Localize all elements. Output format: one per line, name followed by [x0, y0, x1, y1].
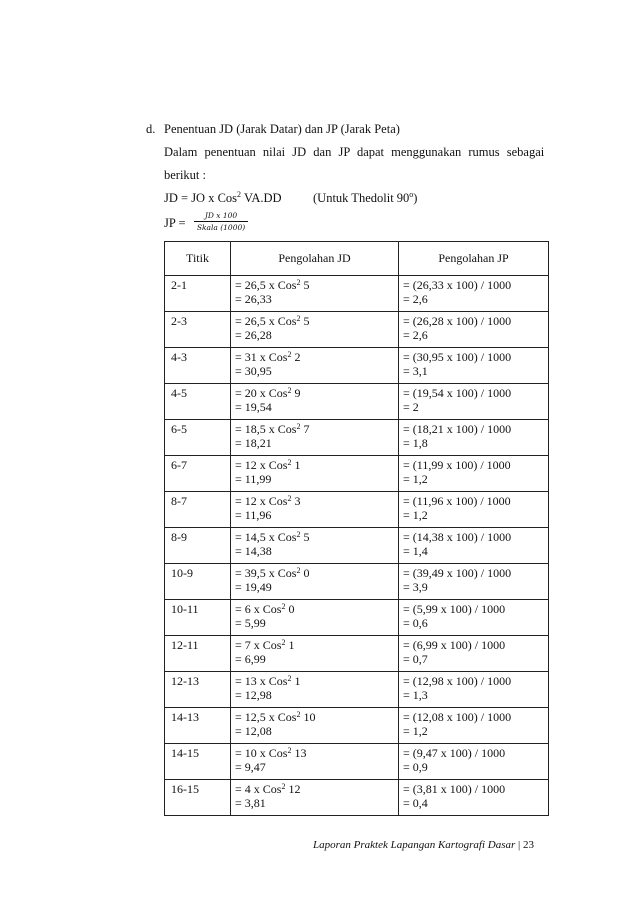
titik-value: 6-7	[171, 458, 187, 472]
jd-expression-angle: 5	[300, 314, 310, 328]
cell-pengolahan-jd	[231, 600, 399, 636]
jd-expression-angle: 0	[285, 602, 295, 616]
jp-expression: = (39,49 x 100) / 1000	[403, 566, 512, 580]
jp-result: = 0,6	[403, 616, 428, 630]
jp-expression: = (11,99 x 100) / 1000	[403, 458, 511, 472]
jd-expression-angle: 12	[285, 782, 301, 796]
jp-result: = 0,4	[403, 796, 428, 810]
jd-expression-exponent: 2	[281, 782, 286, 791]
jp-result: = 2	[403, 400, 419, 414]
cell-pengolahan-jp	[399, 420, 549, 456]
table-row	[165, 564, 549, 600]
jd-result: = 11,96	[235, 508, 272, 522]
footer-text: Laporan Praktek Lapangan Kartografi Dasar	[313, 839, 516, 851]
jd-expression-base: = 13 x Cos	[235, 674, 288, 688]
cell-pengolahan-jd	[231, 492, 399, 528]
jd-expression	[235, 458, 394, 472]
cell-pengolahan-jd	[231, 672, 399, 708]
jd-result: = 12,08	[235, 724, 272, 738]
cell-pengolahan-jd	[231, 744, 399, 780]
jp-expression: = (12,08 x 100) / 1000	[403, 710, 512, 724]
cell-pengolahan-jd	[231, 780, 399, 816]
jp-expression: = (5,99 x 100) / 1000	[403, 602, 506, 616]
formula-jp-numerator: JD x 100	[204, 211, 238, 220]
cell-pengolahan-jp	[399, 708, 549, 744]
formula-jd-note	[313, 190, 417, 206]
cell-pengolahan-jd	[231, 564, 399, 600]
jp-expression: = (3,81 x 100) / 1000	[403, 782, 506, 796]
jd-expression-exponent: 2	[287, 350, 292, 359]
titik-value: 4-3	[171, 350, 187, 364]
table-body	[165, 276, 549, 816]
titik-value: 2-1	[171, 278, 187, 292]
jp-expression: = (11,96 x 100) / 1000	[403, 494, 511, 508]
titik-value: 8-7	[171, 494, 187, 508]
jd-expression	[235, 422, 394, 436]
table-row	[165, 312, 549, 348]
table-row	[165, 636, 549, 672]
cell-pengolahan-jp	[399, 348, 549, 384]
footer-separator: |	[515, 839, 523, 851]
jp-result: = 3,9	[403, 580, 428, 594]
jd-expression-angle: 10	[300, 710, 316, 724]
jd-expression-angle: 5	[300, 278, 310, 292]
cell-titik	[165, 348, 231, 384]
table-row	[165, 780, 549, 816]
header-pengolahan-jp: Pengolahan JP	[399, 242, 549, 276]
jd-expression-exponent: 2	[287, 386, 292, 395]
jd-expression	[235, 566, 394, 580]
jd-result: = 26,33	[235, 292, 272, 306]
cell-pengolahan-jp	[399, 456, 549, 492]
jd-expression-exponent: 2	[287, 746, 292, 755]
cell-titik	[165, 600, 231, 636]
jd-expression-exponent: 2	[287, 674, 292, 683]
page-footer	[313, 839, 534, 851]
table-row	[165, 528, 549, 564]
cell-pengolahan-jp	[399, 744, 549, 780]
titik-value: 4-5	[171, 386, 187, 400]
jp-expression: = (6,99 x 100) / 1000	[403, 638, 506, 652]
jd-expression-base: = 18,5 x Cos	[235, 422, 297, 436]
cell-titik	[165, 492, 231, 528]
jd-result: = 18,21	[235, 436, 272, 450]
cell-pengolahan-jp	[399, 636, 549, 672]
jd-expression	[235, 386, 394, 400]
jd-expression-exponent: 2	[296, 278, 301, 287]
jd-expression-base: = 26,5 x Cos	[235, 314, 297, 328]
jd-expression-angle: 1	[285, 638, 295, 652]
titik-value: 10-9	[171, 566, 193, 580]
jd-result: = 14,38	[235, 544, 272, 558]
table-row	[165, 276, 549, 312]
table-row	[165, 384, 549, 420]
jd-expression-exponent: 2	[296, 314, 301, 323]
jd-expression-angle: 7	[300, 422, 310, 436]
jd-expression	[235, 710, 394, 724]
formula-jp-fraction	[192, 210, 250, 233]
jd-result: = 11,99	[235, 472, 272, 486]
table-row	[165, 708, 549, 744]
jd-expression-base: = 12 x Cos	[235, 458, 288, 472]
cell-titik	[165, 384, 231, 420]
jp-result: = 0,9	[403, 760, 428, 774]
jd-result: = 19,54	[235, 400, 272, 414]
cell-titik	[165, 420, 231, 456]
jd-expression-base: = 26,5 x Cos	[235, 278, 297, 292]
jd-expression-base: = 6 x Cos	[235, 602, 282, 616]
titik-value: 14-15	[171, 746, 199, 760]
formula-jp-denominator: Skala (1000)	[196, 223, 246, 232]
titik-value: 10-11	[171, 602, 199, 616]
jd-expression-angle: 9	[291, 386, 301, 400]
cell-titik	[165, 528, 231, 564]
section-title: Penentuan JD (Jarak Datar) dan JP (Jarak Peta)	[164, 122, 400, 136]
page-number: 23	[523, 839, 534, 851]
jd-expression-base: = 10 x Cos	[235, 746, 288, 760]
cell-pengolahan-jd	[231, 276, 399, 312]
cell-titik	[165, 708, 231, 744]
cell-pengolahan-jp	[399, 276, 549, 312]
table-row	[165, 744, 549, 780]
cell-pengolahan-jd	[231, 348, 399, 384]
jp-result: = 1,2	[403, 724, 428, 738]
jp-result: = 0,7	[403, 652, 428, 666]
cell-pengolahan-jd	[231, 708, 399, 744]
jd-expression	[235, 314, 394, 328]
cell-pengolahan-jp	[399, 564, 549, 600]
jp-result: = 1,4	[403, 544, 428, 558]
jp-result: = 1,8	[403, 436, 428, 450]
formula-jd-exponent: 2	[237, 190, 242, 199]
jp-result: = 3,1	[403, 364, 428, 378]
intro-paragraph-line-2: berikut :	[164, 168, 207, 182]
jp-expression: = (14,38 x 100) / 1000	[403, 530, 512, 544]
table-row	[165, 600, 549, 636]
formula-jd-rhs: VA.DD	[241, 191, 282, 205]
section-heading	[146, 122, 400, 137]
jp-expression: = (12,98 x 100) / 1000	[403, 674, 512, 688]
cell-titik	[165, 312, 231, 348]
jp-expression: = (18,21 x 100) / 1000	[403, 422, 512, 436]
formula-jd	[164, 190, 418, 206]
cell-pengolahan-jd	[231, 420, 399, 456]
jd-expression-exponent: 2	[281, 602, 286, 611]
cell-titik	[165, 744, 231, 780]
jd-expression-angle: 3	[291, 494, 301, 508]
jd-result: = 30,95	[235, 364, 272, 378]
jd-expression-exponent: 2	[281, 638, 286, 647]
jd-expression	[235, 782, 394, 796]
table-row	[165, 420, 549, 456]
jd-expression-base: = 4 x Cos	[235, 782, 282, 796]
table-header-row	[165, 242, 549, 276]
titik-value: 8-9	[171, 530, 187, 544]
jd-expression-exponent: 2	[287, 494, 292, 503]
cell-pengolahan-jd	[231, 456, 399, 492]
titik-value: 12-13	[171, 674, 199, 688]
formula-jd-note-close: )	[413, 191, 418, 205]
jd-result: = 5,99	[235, 616, 266, 630]
jd-result: = 9,47	[235, 760, 266, 774]
jp-expression: = (30,95 x 100) / 1000	[403, 350, 512, 364]
jd-expression	[235, 602, 394, 616]
jd-expression-exponent: 2	[296, 422, 301, 431]
jd-expression-angle: 5	[300, 530, 310, 544]
cell-pengolahan-jd	[231, 636, 399, 672]
table-row	[165, 672, 549, 708]
jd-expression-exponent: 2	[296, 710, 301, 719]
formula-jd-note-text: (Untuk Thedolit 90	[313, 191, 410, 205]
cell-titik	[165, 672, 231, 708]
cell-pengolahan-jd	[231, 528, 399, 564]
titik-value: 14-13	[171, 710, 199, 724]
jp-result: = 1,3	[403, 688, 428, 702]
section-marker: d.	[146, 122, 156, 136]
jp-result: = 2,6	[403, 292, 428, 306]
jd-expression-base: = 20 x Cos	[235, 386, 288, 400]
jd-expression	[235, 494, 394, 508]
cell-titik	[165, 276, 231, 312]
formula-jd-note-degree: o	[409, 190, 414, 199]
jd-expression	[235, 350, 394, 364]
cell-pengolahan-jd	[231, 384, 399, 420]
jp-result: = 1,2	[403, 508, 428, 522]
jp-result: = 2,6	[403, 328, 428, 342]
formula-jd-lhs: JD = JO x Cos	[164, 191, 238, 205]
jd-expression-angle: 13	[291, 746, 307, 760]
cell-pengolahan-jp	[399, 780, 549, 816]
jp-expression: = (19,54 x 100) / 1000	[403, 386, 512, 400]
intro-paragraph-line-1: Dalam penentuan nilai JD dan JP dapat menggunakan rumus sebagai	[164, 145, 545, 159]
cell-pengolahan-jp	[399, 528, 549, 564]
jp-expression: = (9,47 x 100) / 1000	[403, 746, 506, 760]
cell-pengolahan-jd	[231, 312, 399, 348]
titik-value: 12-11	[171, 638, 199, 652]
table-row	[165, 492, 549, 528]
jd-expression	[235, 530, 394, 544]
jd-result: = 12,98	[235, 688, 272, 702]
cell-pengolahan-jp	[399, 384, 549, 420]
table-row	[165, 456, 549, 492]
jd-result: = 6,99	[235, 652, 266, 666]
jp-expression: = (26,28 x 100) / 1000	[403, 314, 512, 328]
header-titik: Titik	[165, 242, 231, 276]
jp-expression: = (26,33 x 100) / 1000	[403, 278, 512, 292]
cell-titik	[165, 456, 231, 492]
jd-expression-angle: 1	[291, 458, 301, 472]
cell-pengolahan-jp	[399, 312, 549, 348]
cell-titik	[165, 636, 231, 672]
titik-value: 6-5	[171, 422, 187, 436]
header-pengolahan-jd: Pengolahan JD	[231, 242, 399, 276]
jd-expression-angle: 1	[291, 674, 301, 688]
jd-result: = 19,49	[235, 580, 272, 594]
formula-jp-lhs: JP =	[164, 216, 186, 230]
cell-titik	[165, 564, 231, 600]
cell-titik	[165, 780, 231, 816]
jd-expression-base: = 14,5 x Cos	[235, 530, 297, 544]
jd-expression	[235, 746, 394, 760]
jd-expression	[235, 674, 394, 688]
jd-expression-exponent: 2	[287, 458, 292, 467]
jd-expression-angle: 2	[291, 350, 301, 364]
cell-pengolahan-jp	[399, 672, 549, 708]
jp-result: = 1,2	[403, 472, 428, 486]
titik-value: 2-3	[171, 314, 187, 328]
jd-expression	[235, 638, 394, 652]
jd-jp-table	[164, 241, 549, 816]
jd-expression-base: = 39,5 x Cos	[235, 566, 297, 580]
titik-value: 16-15	[171, 782, 199, 796]
jd-expression	[235, 278, 394, 292]
jd-result: = 26,28	[235, 328, 272, 342]
cell-pengolahan-jp	[399, 492, 549, 528]
jd-result: = 3,81	[235, 796, 266, 810]
jd-expression-base: = 31 x Cos	[235, 350, 288, 364]
jd-expression-base: = 12 x Cos	[235, 494, 288, 508]
jd-expression-base: = 12,5 x Cos	[235, 710, 297, 724]
jd-expression-angle: 0	[300, 566, 310, 580]
jd-expression-exponent: 2	[296, 530, 301, 539]
jd-expression-base: = 7 x Cos	[235, 638, 282, 652]
cell-pengolahan-jp	[399, 600, 549, 636]
table-row	[165, 348, 549, 384]
jd-expression-exponent: 2	[296, 566, 301, 575]
